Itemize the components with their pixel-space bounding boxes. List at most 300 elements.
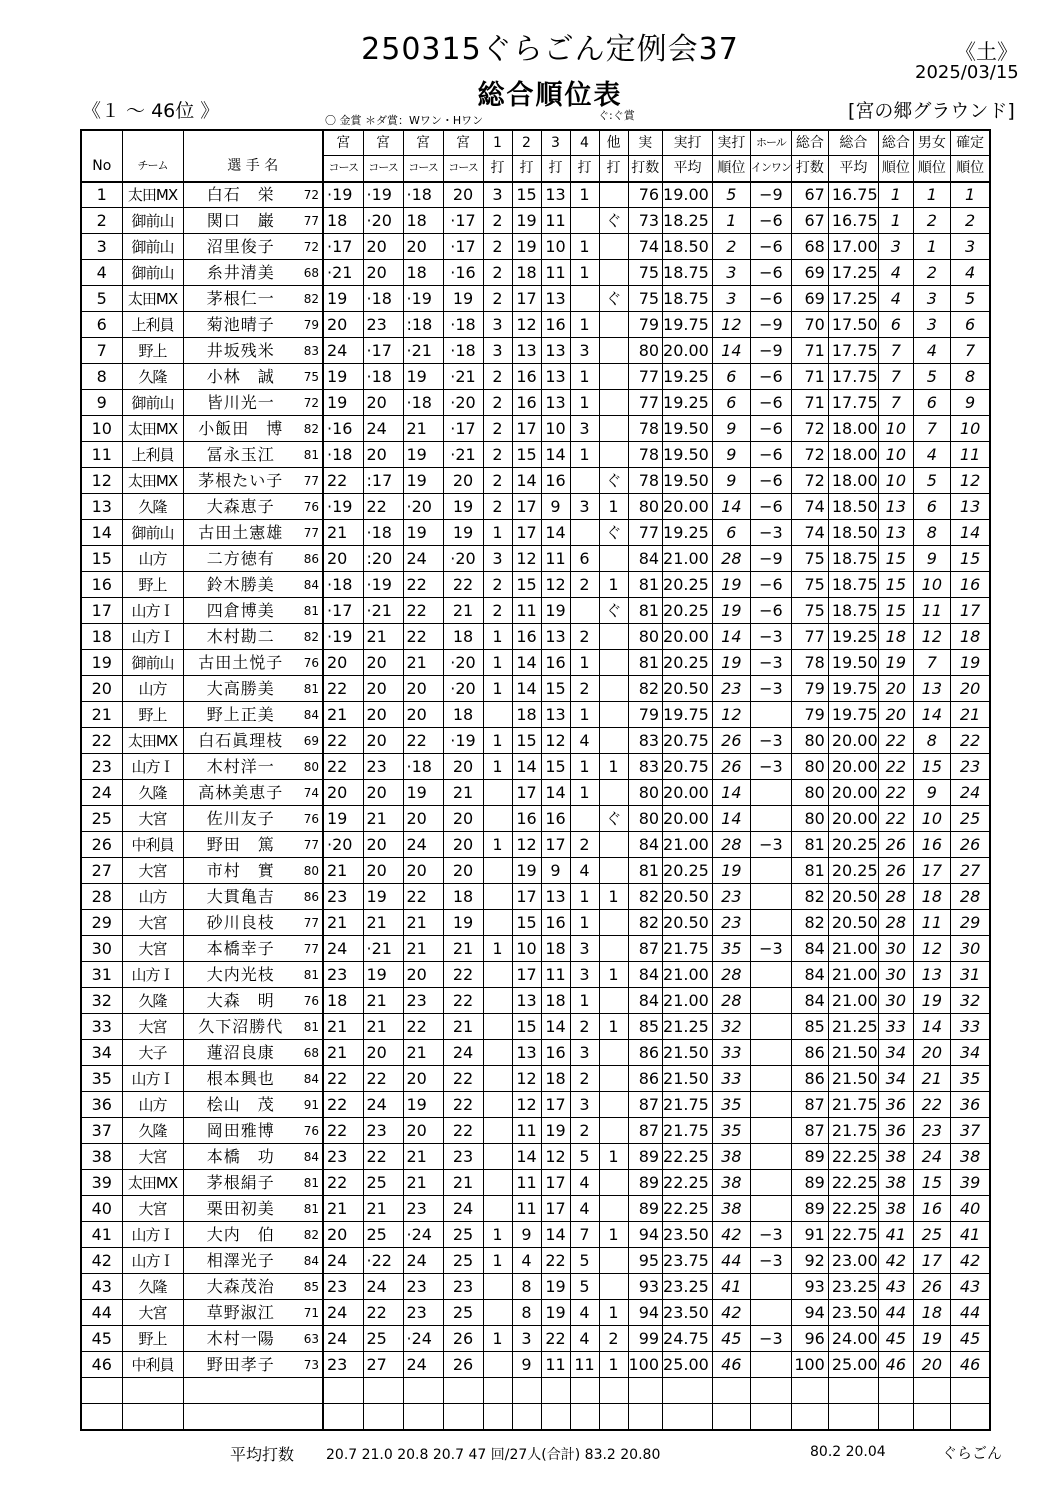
- table-cell: 20: [363, 442, 403, 468]
- table-cell: 木村洋一: [183, 754, 298, 780]
- table-cell: 45: [950, 1326, 990, 1352]
- table-cell: 6: [570, 546, 599, 572]
- table-cell: 大森 明: [183, 988, 298, 1014]
- table-cell: 87: [628, 1092, 663, 1118]
- table-cell: 26: [712, 754, 750, 780]
- table-cell: ·21: [443, 364, 483, 390]
- table-cell: 17: [512, 286, 541, 312]
- table-row: [81, 624, 990, 650]
- table-cell: 23: [712, 884, 750, 910]
- table-cell: 1: [570, 364, 599, 390]
- table-cell: 9: [712, 442, 750, 468]
- table-cell: 山方: [122, 546, 183, 572]
- table-cell: 39: [950, 1170, 990, 1196]
- empty-cell: [599, 1378, 628, 1404]
- table-cell: −3: [750, 676, 791, 702]
- table-cell: 78: [628, 416, 663, 442]
- table-cell: 28: [878, 910, 913, 936]
- table-cell: 100: [628, 1352, 663, 1378]
- table-cell: 84: [628, 988, 663, 1014]
- table-cell: 36: [81, 1092, 122, 1118]
- col-head-top-15: 総合: [878, 130, 913, 156]
- table-cell: [750, 1014, 791, 1040]
- table-cell: 20.25: [828, 832, 878, 858]
- table-cell: 14: [712, 806, 750, 832]
- table-cell: 20.00: [828, 780, 878, 806]
- table-cell: 80: [791, 780, 828, 806]
- table-cell: [599, 234, 628, 260]
- table-cell: 22.25: [828, 1170, 878, 1196]
- table-cell: 25.00: [828, 1352, 878, 1378]
- table-cell: 14: [512, 1144, 541, 1170]
- table-cell: 20: [913, 1040, 950, 1066]
- table-cell: 12: [512, 546, 541, 572]
- table-cell: 24: [403, 1352, 443, 1378]
- table-cell: 21.00: [663, 546, 713, 572]
- table-cell: 根本興也: [183, 1066, 298, 1092]
- table-cell: 20.50: [828, 884, 878, 910]
- table-cell: ·20: [323, 832, 363, 858]
- table-cell: [483, 1118, 512, 1144]
- table-cell: 38: [712, 1170, 750, 1196]
- table-cell: 19: [541, 1118, 570, 1144]
- table-cell: 3: [712, 286, 750, 312]
- table-cell: 2: [712, 234, 750, 260]
- table-cell: 73: [298, 1352, 323, 1378]
- table-cell: 14: [950, 520, 990, 546]
- table-cell: 久隆: [122, 494, 183, 520]
- table-cell: 23: [323, 1144, 363, 1170]
- table-cell: 24: [323, 936, 363, 962]
- table-cell: 14: [512, 754, 541, 780]
- table-cell: −6: [750, 442, 791, 468]
- table-cell: 24: [323, 338, 363, 364]
- gugu-legend: ぐ:ぐ賞: [598, 109, 635, 122]
- table-cell: [483, 884, 512, 910]
- table-cell: 21: [323, 1196, 363, 1222]
- award-legend: 〇 金賞 ＊ダ賞：Wワン・Hワン: [325, 114, 484, 127]
- table-cell: 小林 誠: [183, 364, 298, 390]
- table-row: [81, 806, 990, 832]
- ground-name: [宮の郷グラウンド]: [848, 100, 1015, 122]
- table-cell: 18.75: [828, 546, 878, 572]
- table-cell: [599, 624, 628, 650]
- table-cell: 野上正美: [183, 702, 298, 728]
- table-cell: 18: [443, 624, 483, 650]
- table-cell: 13: [541, 286, 570, 312]
- table-cell: 14: [712, 494, 750, 520]
- table-cell: ·17: [323, 234, 363, 260]
- table-cell: [483, 1170, 512, 1196]
- table-cell: ·18: [323, 442, 363, 468]
- table-cell: 8: [913, 728, 950, 754]
- table-cell: 22.25: [663, 1196, 713, 1222]
- table-cell: 13: [541, 624, 570, 650]
- table-cell: 24: [443, 1196, 483, 1222]
- table-cell: −9: [750, 182, 791, 208]
- table-cell: −3: [750, 832, 791, 858]
- table-cell: 24: [950, 780, 990, 806]
- table-cell: 33: [950, 1014, 990, 1040]
- table-cell: −3: [750, 650, 791, 676]
- table-cell: [750, 702, 791, 728]
- table-cell: 19: [323, 364, 363, 390]
- table-cell: 71: [791, 364, 828, 390]
- table-cell: 18.50: [828, 520, 878, 546]
- table-cell: 23: [323, 962, 363, 988]
- table-cell: 1: [712, 208, 750, 234]
- table-cell: 21: [443, 1014, 483, 1040]
- table-cell: 27: [950, 858, 990, 884]
- table-cell: 89: [628, 1196, 663, 1222]
- table-cell: 19.50: [828, 650, 878, 676]
- table-cell: 冨永玉江: [183, 442, 298, 468]
- table-cell: 1: [483, 728, 512, 754]
- table-cell: 85: [791, 1014, 828, 1040]
- table-cell: [483, 988, 512, 1014]
- table-cell: 18: [541, 1066, 570, 1092]
- col-head-bottom-9: 打数: [628, 156, 663, 182]
- empty-cell: [122, 1378, 183, 1404]
- table-cell: 26: [443, 1352, 483, 1378]
- table-cell: 22: [878, 806, 913, 832]
- empty-cell: [791, 1378, 828, 1404]
- table-cell: 25: [950, 806, 990, 832]
- table-cell: 2: [913, 208, 950, 234]
- table-cell: 1: [81, 182, 122, 208]
- table-cell: −3: [750, 936, 791, 962]
- table-cell: 75: [791, 546, 828, 572]
- table-cell: 岡田雅博: [183, 1118, 298, 1144]
- table-cell: ·16: [323, 416, 363, 442]
- table-cell: 19: [712, 650, 750, 676]
- table-cell: 1: [599, 1014, 628, 1040]
- table-row: [81, 1040, 990, 1066]
- table-cell: 15: [512, 1014, 541, 1040]
- col-head-top-2: 宮: [403, 130, 443, 156]
- table-cell: 20.00: [828, 728, 878, 754]
- table-cell: 34: [950, 1040, 990, 1066]
- table-cell: 18: [541, 988, 570, 1014]
- empty-cell: [81, 1378, 122, 1404]
- table-cell: 6: [712, 520, 750, 546]
- table-cell: 37: [950, 1118, 990, 1144]
- empty-cell: [122, 1404, 183, 1430]
- table-cell: 89: [791, 1144, 828, 1170]
- table-cell: 1: [483, 832, 512, 858]
- table-cell: [483, 1352, 512, 1378]
- table-cell: 15: [913, 754, 950, 780]
- table-cell: 5: [81, 286, 122, 312]
- table-cell: 21: [913, 1066, 950, 1092]
- table-cell: 山方: [122, 1092, 183, 1118]
- table-cell: 10: [950, 416, 990, 442]
- table-cell: 2: [599, 1326, 628, 1352]
- table-cell: 21.50: [663, 1040, 713, 1066]
- table-cell: ·20: [403, 494, 443, 520]
- table-cell: 96: [791, 1326, 828, 1352]
- table-cell: 19: [323, 286, 363, 312]
- col-head-top-9: 実: [628, 130, 663, 156]
- table-cell: 4: [570, 858, 599, 884]
- table-cell: 12: [712, 702, 750, 728]
- table-cell: 野田孝子: [183, 1352, 298, 1378]
- table-cell: 9: [541, 494, 570, 520]
- table-cell: 21: [363, 806, 403, 832]
- table-cell: 山方Ｉ: [122, 1066, 183, 1092]
- table-cell: 21: [323, 858, 363, 884]
- table-cell: 20: [323, 780, 363, 806]
- table-cell: 28: [712, 546, 750, 572]
- table-cell: 7: [950, 338, 990, 364]
- table-cell: 1: [483, 676, 512, 702]
- table-cell: 市村 實: [183, 858, 298, 884]
- table-cell: 山方Ｉ: [122, 1222, 183, 1248]
- table-cell: 19: [443, 910, 483, 936]
- table-cell: 20.25: [663, 572, 713, 598]
- table-row: [81, 312, 990, 338]
- table-cell: 83: [628, 754, 663, 780]
- table-cell: 19: [403, 1092, 443, 1118]
- table-cell: [750, 1170, 791, 1196]
- table-cell: 22.75: [828, 1222, 878, 1248]
- table-cell: 84: [298, 1248, 323, 1274]
- table-cell: 21.00: [828, 988, 878, 1014]
- table-cell: 80: [628, 494, 663, 520]
- table-cell: 22: [403, 884, 443, 910]
- table-cell: 井坂残米: [183, 338, 298, 364]
- table-cell: 2: [483, 260, 512, 286]
- table-cell: −6: [750, 234, 791, 260]
- table-cell: 太田MX: [122, 416, 183, 442]
- table-cell: 御前山: [122, 260, 183, 286]
- table-cell: 2: [570, 1066, 599, 1092]
- table-cell: [483, 962, 512, 988]
- table-cell: 21: [403, 910, 443, 936]
- empty-row: [81, 1404, 990, 1430]
- table-cell: 34: [878, 1040, 913, 1066]
- table-cell: 17: [913, 1248, 950, 1274]
- table-cell: 18.75: [828, 598, 878, 624]
- table-cell: 茅根たい子: [183, 468, 298, 494]
- table-row: [81, 546, 990, 572]
- table-cell: 23: [323, 884, 363, 910]
- table-cell: 18.00: [828, 416, 878, 442]
- table-cell: 25: [81, 806, 122, 832]
- table-cell: 16: [950, 572, 990, 598]
- table-cell: [483, 1040, 512, 1066]
- table-cell: 23: [403, 1274, 443, 1300]
- table-cell: ·19: [443, 728, 483, 754]
- table-cell: 22: [443, 1092, 483, 1118]
- table-cell: −3: [750, 754, 791, 780]
- table-cell: [750, 884, 791, 910]
- table-cell: 21: [950, 702, 990, 728]
- table-cell: 8: [512, 1300, 541, 1326]
- empty-cell: [878, 1404, 913, 1430]
- table-cell: 44: [712, 1248, 750, 1274]
- table-cell: ·17: [443, 208, 483, 234]
- table-cell: 10: [913, 572, 950, 598]
- table-cell: 野上: [122, 572, 183, 598]
- table-cell: 本橋幸子: [183, 936, 298, 962]
- table-cell: 3: [483, 546, 512, 572]
- table-cell: 18: [403, 208, 443, 234]
- table-cell: 25.00: [663, 1352, 713, 1378]
- table-cell: 74: [791, 494, 828, 520]
- table-cell: 76: [298, 650, 323, 676]
- table-cell: 19: [363, 962, 403, 988]
- table-cell: 20: [363, 676, 403, 702]
- table-cell: 81: [298, 1196, 323, 1222]
- col-head-bottom-1: コース: [363, 156, 403, 182]
- table-cell: 26: [443, 1326, 483, 1352]
- table-cell: ·19: [363, 572, 403, 598]
- table-cell: [750, 962, 791, 988]
- table-cell: 21: [363, 1196, 403, 1222]
- table-cell: 4: [81, 260, 122, 286]
- table-cell: 1: [913, 182, 950, 208]
- table-cell: ·19: [363, 182, 403, 208]
- table-cell: 10: [81, 416, 122, 442]
- table-cell: 16: [541, 1040, 570, 1066]
- table-cell: ·18: [403, 754, 443, 780]
- table-row: [81, 572, 990, 598]
- table-cell: 17.25: [828, 286, 878, 312]
- table-cell: 古田土悦子: [183, 650, 298, 676]
- table-cell: 7: [913, 650, 950, 676]
- table-cell: 6: [712, 364, 750, 390]
- table-cell: 21: [403, 1040, 443, 1066]
- table-cell: 24.75: [663, 1326, 713, 1352]
- table-cell: 12: [913, 936, 950, 962]
- table-cell: 22: [403, 572, 443, 598]
- table-cell: 御前山: [122, 650, 183, 676]
- table-cell: 69: [791, 260, 828, 286]
- empty-cell: [443, 1378, 483, 1404]
- table-cell: [570, 520, 599, 546]
- table-cell: 43: [81, 1274, 122, 1300]
- table-cell: 42: [712, 1222, 750, 1248]
- table-cell: 22: [878, 754, 913, 780]
- table-cell: 84: [628, 546, 663, 572]
- table-cell: 5: [712, 182, 750, 208]
- table-cell: 81: [791, 832, 828, 858]
- table-cell: 3: [570, 936, 599, 962]
- table-cell: [599, 546, 628, 572]
- table-cell: 99: [628, 1326, 663, 1352]
- table-row: [81, 338, 990, 364]
- table-cell: 山方Ｉ: [122, 598, 183, 624]
- table-cell: ·18: [363, 286, 403, 312]
- empty-cell: [570, 1378, 599, 1404]
- table-cell: 45: [712, 1326, 750, 1352]
- table-row: [81, 1014, 990, 1040]
- table-cell: 13: [950, 494, 990, 520]
- table-cell: 26: [878, 858, 913, 884]
- table-cell: 42: [950, 1248, 990, 1274]
- table-cell: 19: [950, 650, 990, 676]
- table-cell: 83: [298, 338, 323, 364]
- table-cell: 80: [628, 806, 663, 832]
- table-cell: 19.00: [663, 182, 713, 208]
- table-cell: 関口 巌: [183, 208, 298, 234]
- table-cell: 3: [570, 962, 599, 988]
- table-cell: 2: [81, 208, 122, 234]
- table-cell: 22.25: [663, 1170, 713, 1196]
- table-cell: 77: [628, 390, 663, 416]
- table-cell: 17: [512, 962, 541, 988]
- table-cell: [599, 260, 628, 286]
- table-cell: 2: [950, 208, 990, 234]
- page-title: 250315ぐらごん定例会37: [361, 32, 739, 67]
- table-row: [81, 780, 990, 806]
- empty-cell: [628, 1404, 663, 1430]
- table-cell: 69: [791, 286, 828, 312]
- table-cell: 大森茂治: [183, 1274, 298, 1300]
- header-row-top: [81, 130, 990, 156]
- table-cell: 4: [913, 442, 950, 468]
- table-cell: 2: [483, 416, 512, 442]
- table-cell: [599, 728, 628, 754]
- empty-cell: [323, 1378, 363, 1404]
- table-cell: 8: [512, 1274, 541, 1300]
- table-cell: 13: [541, 338, 570, 364]
- table-cell: ·24: [403, 1326, 443, 1352]
- table-cell: 3: [483, 312, 512, 338]
- table-cell: 3: [512, 1326, 541, 1352]
- table-cell: 15: [913, 1170, 950, 1196]
- table-cell: 36: [878, 1092, 913, 1118]
- table-cell: 36: [878, 1118, 913, 1144]
- table-cell: 9: [913, 546, 950, 572]
- table-row: [81, 1274, 990, 1300]
- table-cell: 20: [403, 858, 443, 884]
- table-cell: −3: [750, 1326, 791, 1352]
- empty-cell: [363, 1378, 403, 1404]
- table-row: [81, 1066, 990, 1092]
- table-cell: 11: [81, 442, 122, 468]
- table-cell: −6: [750, 416, 791, 442]
- table-cell: 11: [541, 1352, 570, 1378]
- table-cell: 81: [298, 598, 323, 624]
- table-row: [81, 1170, 990, 1196]
- table-cell: 34: [81, 1040, 122, 1066]
- table-cell: [570, 598, 599, 624]
- table-cell: 80: [628, 338, 663, 364]
- table-cell: 6: [913, 390, 950, 416]
- table-cell: 23: [712, 676, 750, 702]
- table-cell: 80: [791, 754, 828, 780]
- table-cell: 19: [878, 650, 913, 676]
- table-row: [81, 1352, 990, 1378]
- table-cell: 16.75: [828, 208, 878, 234]
- table-cell: 16: [512, 806, 541, 832]
- table-cell: 15: [878, 598, 913, 624]
- table-cell: [599, 1118, 628, 1144]
- table-cell: 11: [512, 1118, 541, 1144]
- col-head-bottom-8: 打: [599, 156, 628, 182]
- table-cell: 23.50: [663, 1300, 713, 1326]
- table-cell: 21: [443, 936, 483, 962]
- table-cell: 14: [512, 650, 541, 676]
- table-cell: 72: [298, 182, 323, 208]
- table-cell: 12: [81, 468, 122, 494]
- table-cell: 3: [570, 1040, 599, 1066]
- table-cell: 31: [950, 962, 990, 988]
- table-cell: 3: [81, 234, 122, 260]
- table-cell: 茅根絹子: [183, 1170, 298, 1196]
